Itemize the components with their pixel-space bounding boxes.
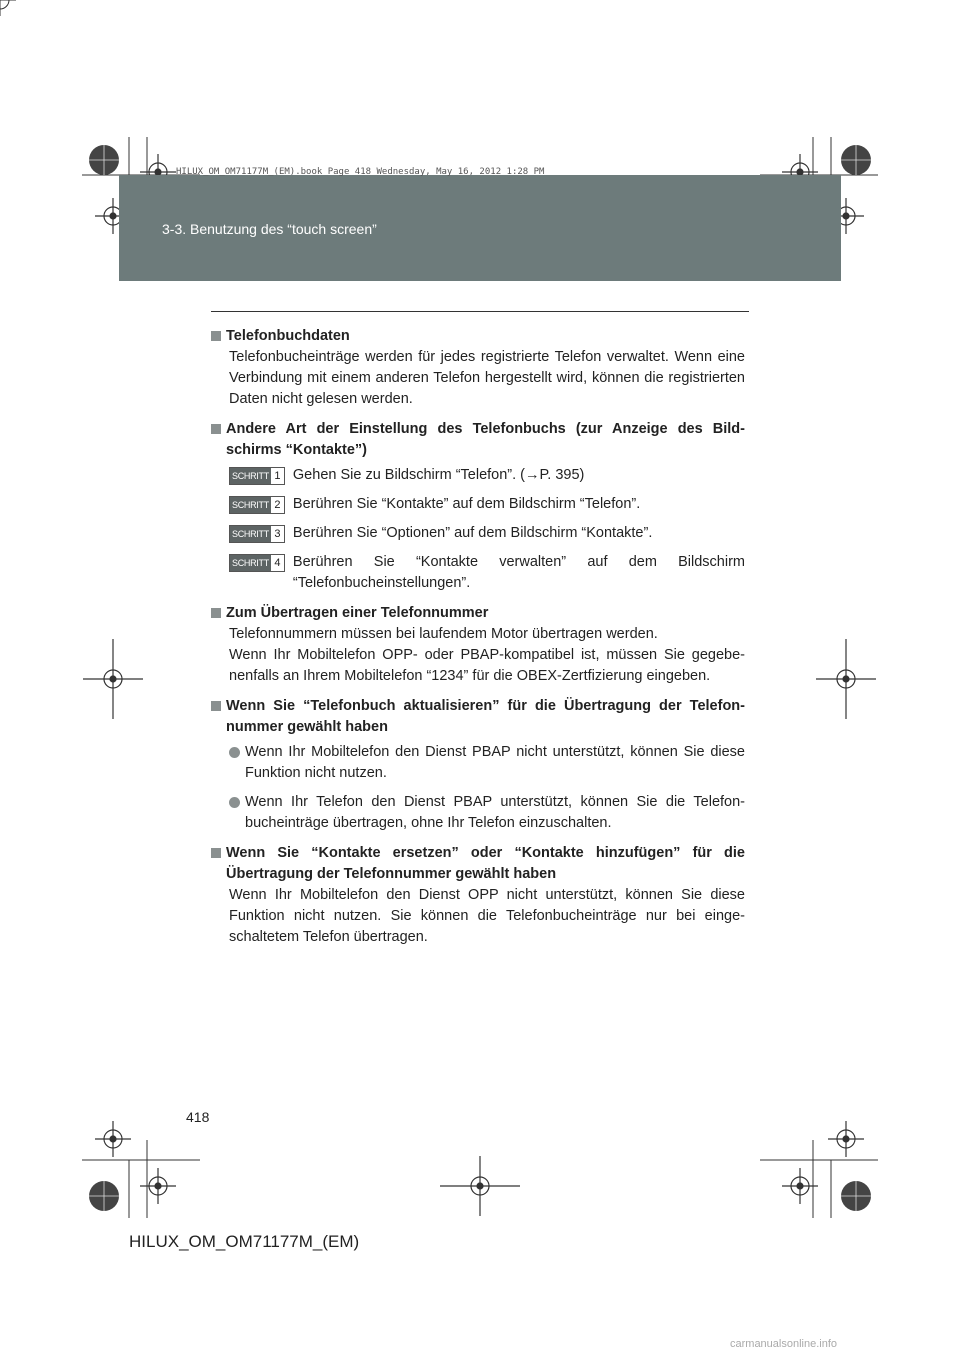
block-transfer-number (211, 603, 745, 687)
square-bullet-icon (211, 848, 221, 858)
block-replace-contacts (211, 843, 745, 948)
block-phonebook-data (211, 326, 745, 410)
block-heading: Telefonbuchdaten (211, 326, 745, 347)
paragraph: Telefonnummern müssen bei laufendem Motor übertragen werden. (229, 626, 658, 642)
step-3: SCHRITT 3 Berühren Sie “Optionen” auf dem Bildschirm “Kontakte”. (229, 523, 745, 544)
page-number: 418 (186, 1109, 210, 1125)
block-heading: Zum Übertragen einer Telefonnummer (211, 603, 745, 624)
step-badge: SCHRITT 3 (229, 525, 285, 543)
square-bullet-icon (211, 701, 221, 711)
paragraph: Wenn Ihr Mobiltelefon den Dienst OPP nicht unterstützt, können Sie diese Funktion nicht nutzen. Sie können die Telefonbucheinträge nur bei einge-schaltetem Telefon übertragen. (229, 887, 745, 945)
step-2: SCHRITT 2 Berühren Sie “Kontakte” auf dem Bildschirm “Telefon”. (229, 494, 745, 515)
step-1: SCHRITT 1 Gehen Sie zu Bildschirm “Telefon”. (→P. 395) (229, 465, 745, 486)
content-body (211, 326, 745, 957)
square-bullet-icon (211, 331, 221, 341)
section-title: 3-3. Benutzung des “touch screen” (162, 221, 377, 237)
block-update-phonebook (211, 696, 745, 834)
round-bullet-icon (229, 797, 240, 808)
block-other-setting (211, 419, 745, 594)
block-heading: Andere Art der Einstellung des Telefonbuchs (zur Anzeige des Bild-schirms “Kontakte”) (211, 419, 745, 461)
square-bullet-icon (211, 608, 221, 618)
paragraph: Wenn Ihr Mobiltelefon OPP- oder PBAP-kompatibel ist, müssen Sie gegebe-nenfalls an Ihrem Mobiltelefon “1234” für die OBEX-Zertfizierung eingeben. (229, 647, 745, 684)
print-mark: HILUX_OM_OM71177M_(EM).book Page 418 Wednesday, May 16, 2012 1:28 PM (176, 167, 545, 177)
square-bullet-icon (211, 424, 221, 434)
step-badge: SCHRITT 2 (229, 496, 285, 514)
block-heading: Wenn Sie “Kontakte ersetzen” oder “Kontakte hinzufügen” für die Übertragung der Telefonnummer gewählt haben (211, 843, 745, 885)
step-4: SCHRITT 4 Berühren Sie “Kontakte verwalten” auf dem Bildschirm “Telefonbucheinstellungen”. (229, 552, 745, 594)
block-heading: Wenn Sie “Telefonbuch aktualisieren” für die Übertragung der Telefon-nummer gewählt haben (211, 696, 745, 738)
step-badge: SCHRITT 1 (229, 467, 285, 485)
paragraph: Telefonbucheinträge werden für jedes registrierte Telefon verwaltet. Wenn eine Verbindung mit einem anderen Telefon hergestellt wird, können die registrierten Daten nicht gelesen werden. (229, 349, 745, 407)
content-divider (211, 311, 749, 312)
watermark: carmanualsonline.info (730, 1338, 838, 1350)
list-item: Wenn Ihr Telefon den Dienst PBAP unterstützt, können Sie die Telefon-bucheinträge übertragen, ohne Ihr Telefon einzuschalten. (211, 792, 745, 834)
round-bullet-icon (229, 747, 240, 758)
list-item: Wenn Ihr Mobiltelefon den Dienst PBAP nicht unterstützt, können Sie diese Funktion nicht nutzen. (211, 742, 745, 784)
step-badge: SCHRITT 4 (229, 554, 285, 572)
footer-code: HILUX_OM_OM71177M_(EM) (129, 1232, 360, 1251)
